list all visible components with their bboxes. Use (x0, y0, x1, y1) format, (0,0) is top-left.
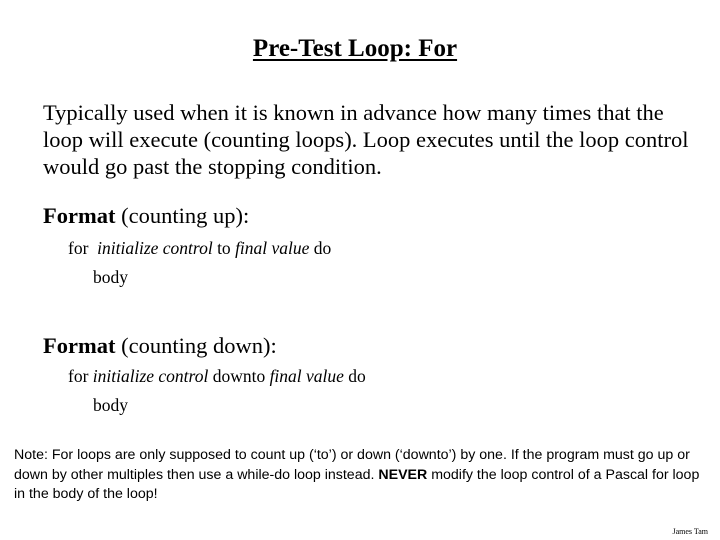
final-value-placeholder: final value (269, 366, 344, 386)
format-keyword: Format (43, 203, 116, 228)
initialize-control-placeholder: initialize control (97, 238, 213, 258)
format-description: (counting up): (115, 203, 250, 228)
keyword-downto: downto (208, 366, 270, 386)
format-description: (counting down): (115, 333, 277, 358)
loop-body-line: body (93, 395, 128, 415)
slide-title: Pre-Test Loop: For (252, 35, 458, 62)
note-paragraph (14, 446, 714, 505)
for-to-syntax-line (68, 238, 331, 259)
author-credit: James Tam (672, 527, 708, 536)
keyword-to: to (212, 238, 236, 258)
note-text-start: Note: For loops are only supposed to count up (‘to’) or down (‘downto’) by one. If the program must go up or down by other multiples then use a while-do loop instead. (14, 447, 690, 483)
format-keyword: Format (43, 333, 116, 358)
note-text-end: modify the loop control of a Pascal for loop in the body of the loop! (14, 466, 700, 502)
keyword-for: for (68, 238, 98, 258)
note-emphasis: NEVER (378, 466, 428, 483)
keyword-do: do (309, 238, 332, 258)
intro-paragraph: Typically used when it is known in advance how many times that the loop will execute (counting loops). Loop executes until the loop control would go past the stopping condition. (43, 100, 689, 179)
format-counting-down-heading (43, 332, 277, 359)
for-downto-syntax-line (68, 366, 366, 387)
loop-body-line: body (93, 267, 128, 287)
keyword-for: for (68, 366, 93, 386)
final-value-placeholder: final value (235, 238, 310, 258)
keyword-do: do (343, 366, 366, 386)
format-counting-up-heading (43, 202, 249, 229)
initialize-control-placeholder: initialize control (92, 366, 209, 386)
